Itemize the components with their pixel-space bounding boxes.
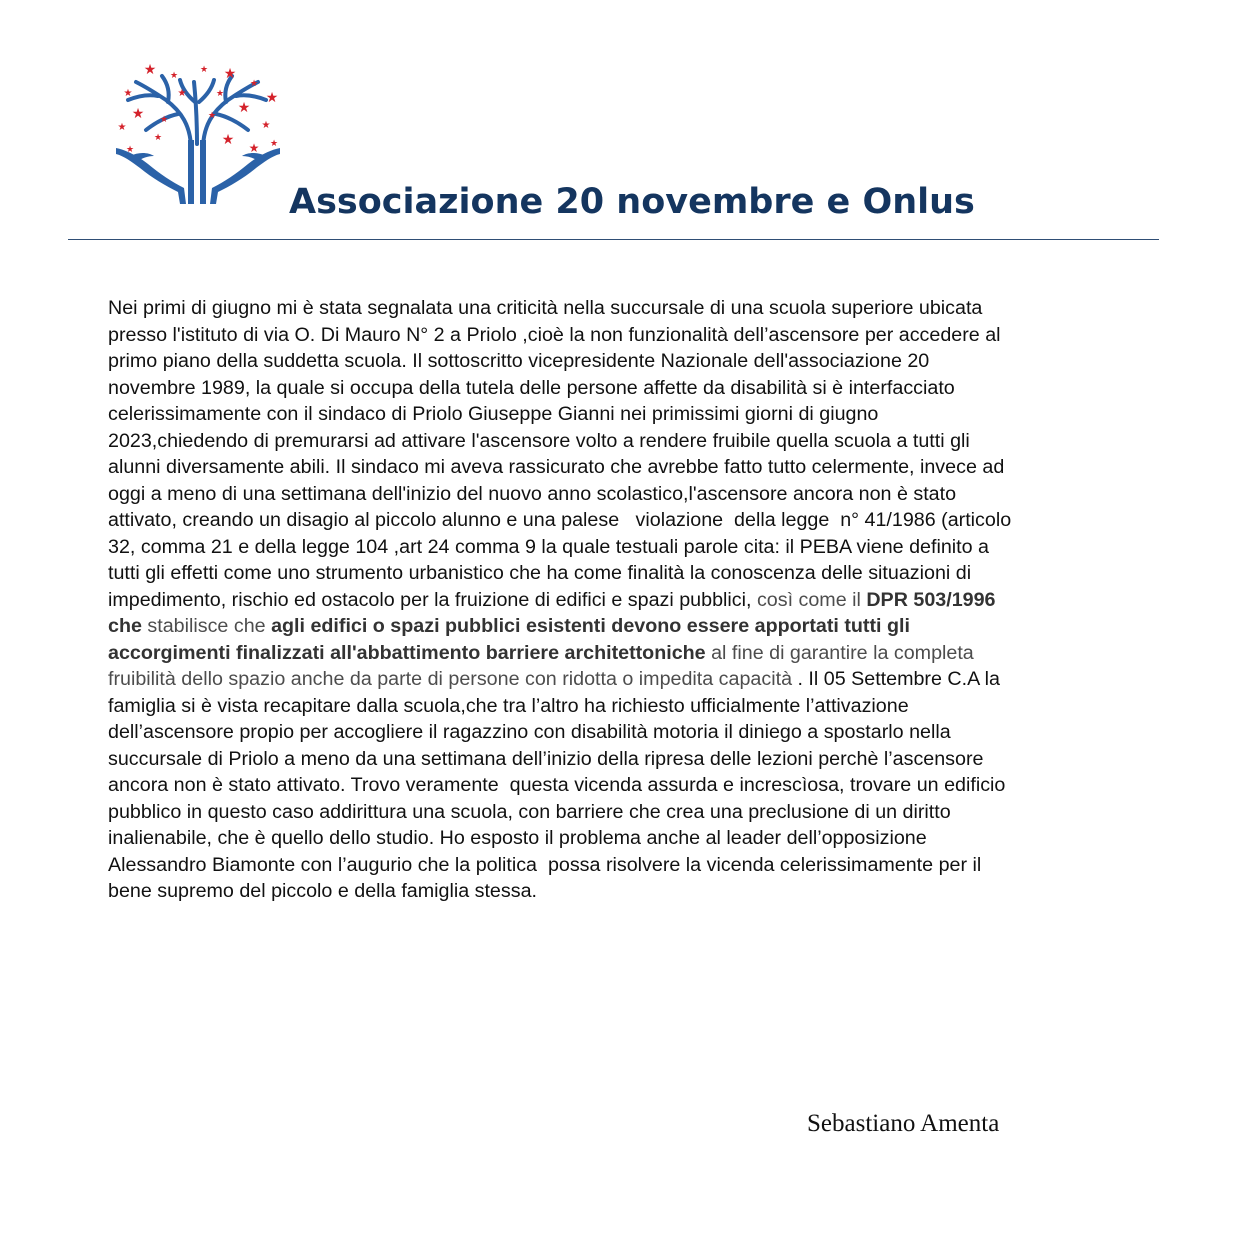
text-segment: 2023,chiedendo di premurarsi ad attivare l'ascensore volto a rendere fruibile quella scuola a tutti gli xyxy=(108,429,970,452)
paragraph-line xyxy=(108,799,1158,826)
text-segment: Nei primi di giugno mi è stata segnalata una criticità nella succursale di una scuola superiore ubicata xyxy=(108,297,983,319)
svg-text:★: ★ xyxy=(248,141,260,155)
svg-text:★: ★ xyxy=(215,89,225,99)
quoted-text: al fine di garantire la completa xyxy=(705,641,974,664)
paragraph-line xyxy=(108,507,1158,534)
letter-paragraph xyxy=(108,295,1158,905)
bold-text: che xyxy=(108,615,142,637)
text-segment: primo piano della suddetta scuola. Il sottoscritto vicepresidente Nazionale dell'associazione 20 xyxy=(108,350,930,372)
text-segment: novembre 1989, la quale si occupa della tutela delle persone affette da disabilità si è interfacciato xyxy=(108,376,955,399)
svg-text:★: ★ xyxy=(237,100,251,116)
paragraph-line xyxy=(108,322,1158,349)
svg-text:★: ★ xyxy=(143,62,157,78)
svg-text:★: ★ xyxy=(249,79,259,89)
svg-text:★: ★ xyxy=(265,90,279,106)
paragraph-line xyxy=(108,878,1158,905)
quoted-text: così come il xyxy=(756,588,867,611)
quoted-text: stabilisce che xyxy=(141,615,272,637)
text-segment: Alessandro Biamonte con l’augurio che la politica possa risolvere la vicenda celerissimamente per il xyxy=(108,853,982,876)
text-segment: attivato, creando un disagio al piccolo alunno e una palese violazione della legge n° 41/1986 (articolo xyxy=(108,509,1012,531)
paragraph-line xyxy=(108,719,1158,746)
svg-text:★: ★ xyxy=(221,132,235,148)
text-segment: . Il 05 Settembre C.A la xyxy=(792,668,1000,690)
paragraph-line xyxy=(108,640,1158,667)
text-segment: impedimento, rischio ed ostacolo per la fruizione di edifici e spazi pubblici, xyxy=(108,588,757,611)
svg-text:★: ★ xyxy=(207,111,217,121)
paragraph-line xyxy=(108,746,1158,773)
paragraph-line xyxy=(108,666,1158,693)
quoted-text: fruibilità dello spazio anche da parte di persone con ridotta o impedita capacità xyxy=(108,668,793,690)
text-segment: pubblico in questo caso addirittura una scuola, con barriere che crea una preclusione di un diritto xyxy=(108,800,951,823)
paragraph-line xyxy=(108,825,1158,852)
text-segment: succursale di Priolo a meno da una settimana dell’inizio della ripresa delle lezioni perchè l’ascensore xyxy=(108,747,984,770)
svg-text:★: ★ xyxy=(199,65,209,75)
text-segment: celerissimamente con il sindaco di Priolo Giuseppe Gianni nei primissimi giorni di giugno xyxy=(108,403,879,425)
paragraph-line xyxy=(108,587,1158,614)
svg-text:★: ★ xyxy=(125,145,135,155)
text-segment: 32, comma 21 e della legge 104 ,art 24 comma 9 la quale testuali parole cita: il PEBA viene definito a xyxy=(108,535,989,558)
bold-text: accorgimenti finalizzati all'abbattimento barriere architettoniche xyxy=(108,641,706,664)
svg-text:★: ★ xyxy=(131,106,145,122)
paragraph-line xyxy=(108,401,1158,428)
svg-text:★: ★ xyxy=(169,71,179,81)
association-logo xyxy=(108,56,288,208)
text-segment: ancora non è stato attivato. Trovo veramente questa vicenda assurda e increscìosa, trovare un edificio xyxy=(108,774,1006,796)
bold-text: agli edifici o spazi pubblici esistenti devono essere apportati tutti gli xyxy=(271,615,910,637)
paragraph-line xyxy=(108,428,1158,455)
paragraph-line xyxy=(108,295,1158,322)
header-divider xyxy=(68,239,1159,240)
paragraph-line xyxy=(108,481,1158,508)
paragraph-line xyxy=(108,534,1158,561)
paragraph-line xyxy=(108,613,1158,640)
paragraph-line xyxy=(108,772,1158,799)
text-segment: bene supremo del piccolo e della famiglia stessa. xyxy=(108,880,537,902)
text-segment: oggi a meno di una settimana dell'inizio del nuovo anno scolastico,l'ascensore ancora non è stato xyxy=(108,482,957,505)
svg-text:★: ★ xyxy=(223,66,237,82)
text-segment: tutti gli effetti come uno strumento urbanistico che ha come finalità la conoscenza delle situazioni di xyxy=(108,562,972,584)
text-segment: alunni diversamente abili. Il sindaco mi aveva rassicurato che avrebbe fatto tutto celermente, invece ad xyxy=(108,456,1005,478)
text-segment: inalienabile, che è quello dello studio. Ho esposto il problema anche al leader dell’opposizione xyxy=(108,827,927,849)
svg-text:★: ★ xyxy=(153,133,163,143)
paragraph-line xyxy=(108,348,1158,375)
signature: Sebastiano Amenta xyxy=(807,1110,1000,1137)
paragraph-line xyxy=(108,852,1158,879)
text-segment: famiglia si è vista recapitare dalla scuola,che tra l’altro ha richiesto ufficialmente l’attivazione xyxy=(108,694,909,717)
tree-hands-stars-icon xyxy=(108,56,288,208)
svg-text:★: ★ xyxy=(177,88,187,99)
svg-text:★: ★ xyxy=(269,139,279,149)
svg-text:★: ★ xyxy=(261,120,271,131)
paragraph-line xyxy=(108,454,1158,481)
svg-text:★: ★ xyxy=(159,115,169,125)
text-segment: presso l'istituto di via O. Di Mauro N° 2 a Priolo ,cioè la non funzionalità dell’ascensore per accedere al xyxy=(108,323,1001,346)
svg-text:★: ★ xyxy=(117,122,127,133)
paragraph-line xyxy=(108,375,1158,402)
paragraph-line xyxy=(108,693,1158,720)
paragraph-line xyxy=(108,560,1158,587)
text-segment: dell’ascensore propio per accogliere il ragazzino con disabilità motoria il diniego a spostarlo nella xyxy=(108,721,951,743)
organization-title: Associazione 20 novembre e Onlus xyxy=(289,182,975,222)
svg-text:★: ★ xyxy=(123,88,133,99)
bold-text: DPR 503/1996 xyxy=(866,588,996,611)
